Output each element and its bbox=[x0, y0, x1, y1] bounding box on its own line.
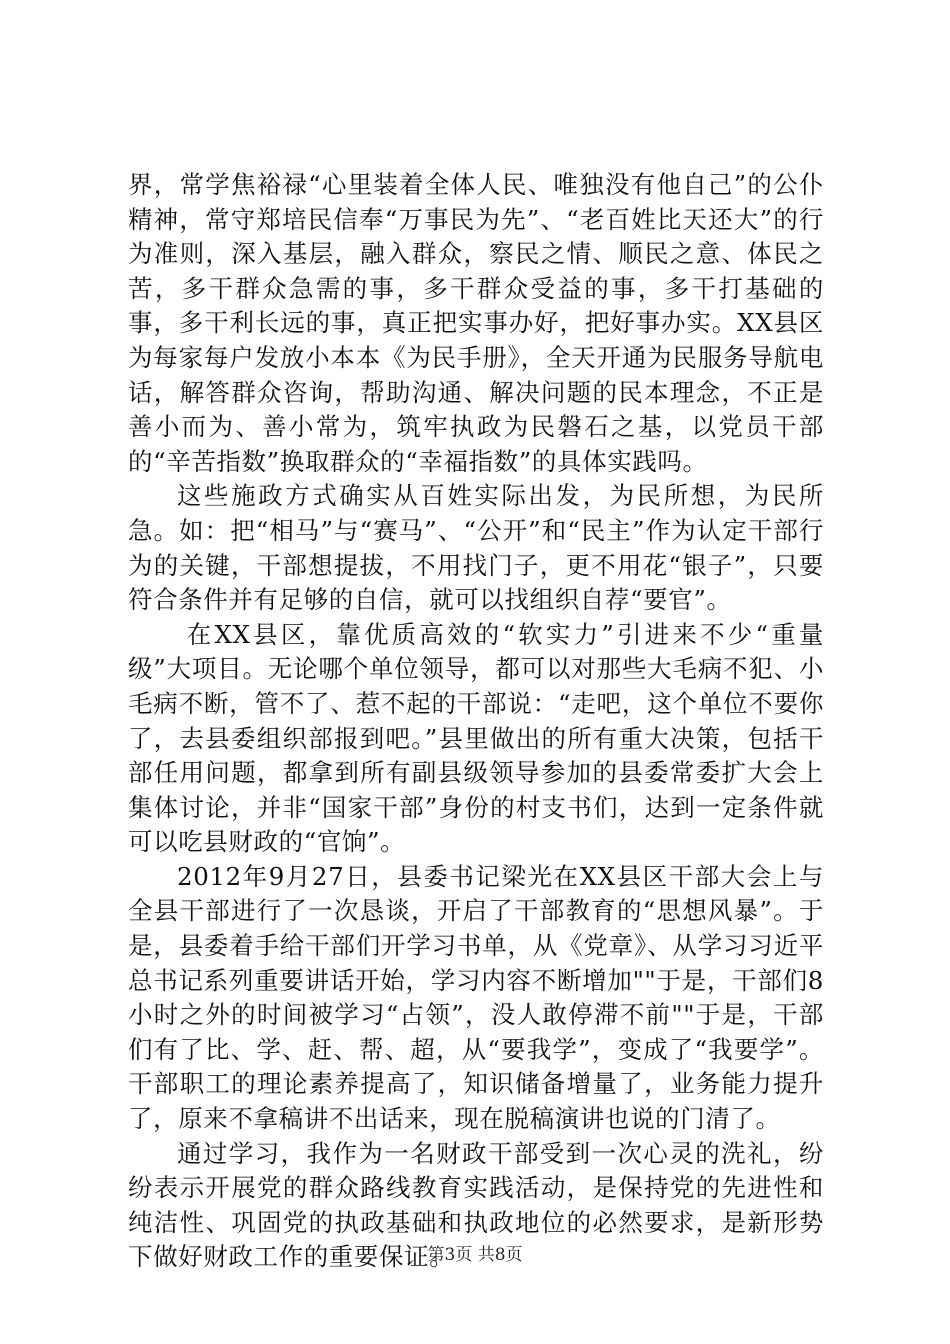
page-number-footer: 第3页 共8页 bbox=[427, 1245, 523, 1265]
paragraph-soft-power: 在XX县区，靠优质高效的“软实力”引进来不少“重量级”大项目。无论哪个单位领导，都可以对那些大毛病不犯、小毛病不断，管不了、惹不起的干部说：“走吧，这个单位不要你了，去县委组织部报到吧。”县里做出的所有重大决策，包括干部任用问题，都拿到所有副县级领导参加的县委常委扩大会上集体讨论，并非“国家干部”身份的村支书们，达到一定条件就可以吃县财政的“官饷”。 bbox=[128, 619, 824, 857]
paragraph-conclusion: 通过学习，我作为一名财政干部受到一次心灵的洗礼，纷纷表示开展党的群众路线教育实践活动，是保持党的先进性和纯洁性、巩固党的执政基础和执政地位的必然要求，是新形势下做好财政工作的重要保证。 bbox=[128, 1138, 824, 1272]
paragraph-governance-methods: 这些施政方式确实从百姓实际出发，为民所想，为民所急。如：把“相马”与“赛马”、“公开”和“民主”作为认定干部行为的关键，干部想提拔，不用找门子，更不用花“银子”，只要符合条件并有足够的自信，就可以找组织自荐“要官”。 bbox=[128, 481, 824, 615]
paragraph-continued: 界，常学焦裕禄“心里装着全体人民、唯独没有他自己”的公仆精神，常守郑培民信奉“万事民为先”、“老百姓比天还大”的行为准则，深入基层，融入群众，察民之情、顺民之意、体民之苦，多干群众急需的事，多干群众受益的事，多干打基础的事，多干利长远的事，真正把实事办好，把好事办实。XX县区为每家每户发放小本本《为民手册》，全天开通为民服务导航电话，解答群众咨询，帮助沟通、解决问题的民本理念，不正是善小而为、善小常为，筑牢执政为民磐石之基，以党员干部的“辛苦指数”换取群众的“幸福指数”的具体实践吗。 bbox=[128, 170, 824, 476]
document-body bbox=[128, 168, 824, 1275]
paragraph-study-campaign: 2012年9月27日，县委书记梁光在XX县区干部大会上与全县干部进行了一次恳谈，开启了干部教育的“思想风暴”。于是，县委着手给干部们开学习书单，从《党章》、从学习习近平总书记系列重要讲话开始，学习内容不断增加""于是，干部们8小时之外的时间被学习“占领”，没人敢停滞不前""于是，干部们有了比、学、赶、帮、超，从“要我学”，变成了“我要学”。干部职工的理论素养提高了，知识储备增量了，业务能力提升了，原来不拿稿讲不出话来，现在脱稿演讲也说的门清了。 bbox=[128, 861, 824, 1134]
